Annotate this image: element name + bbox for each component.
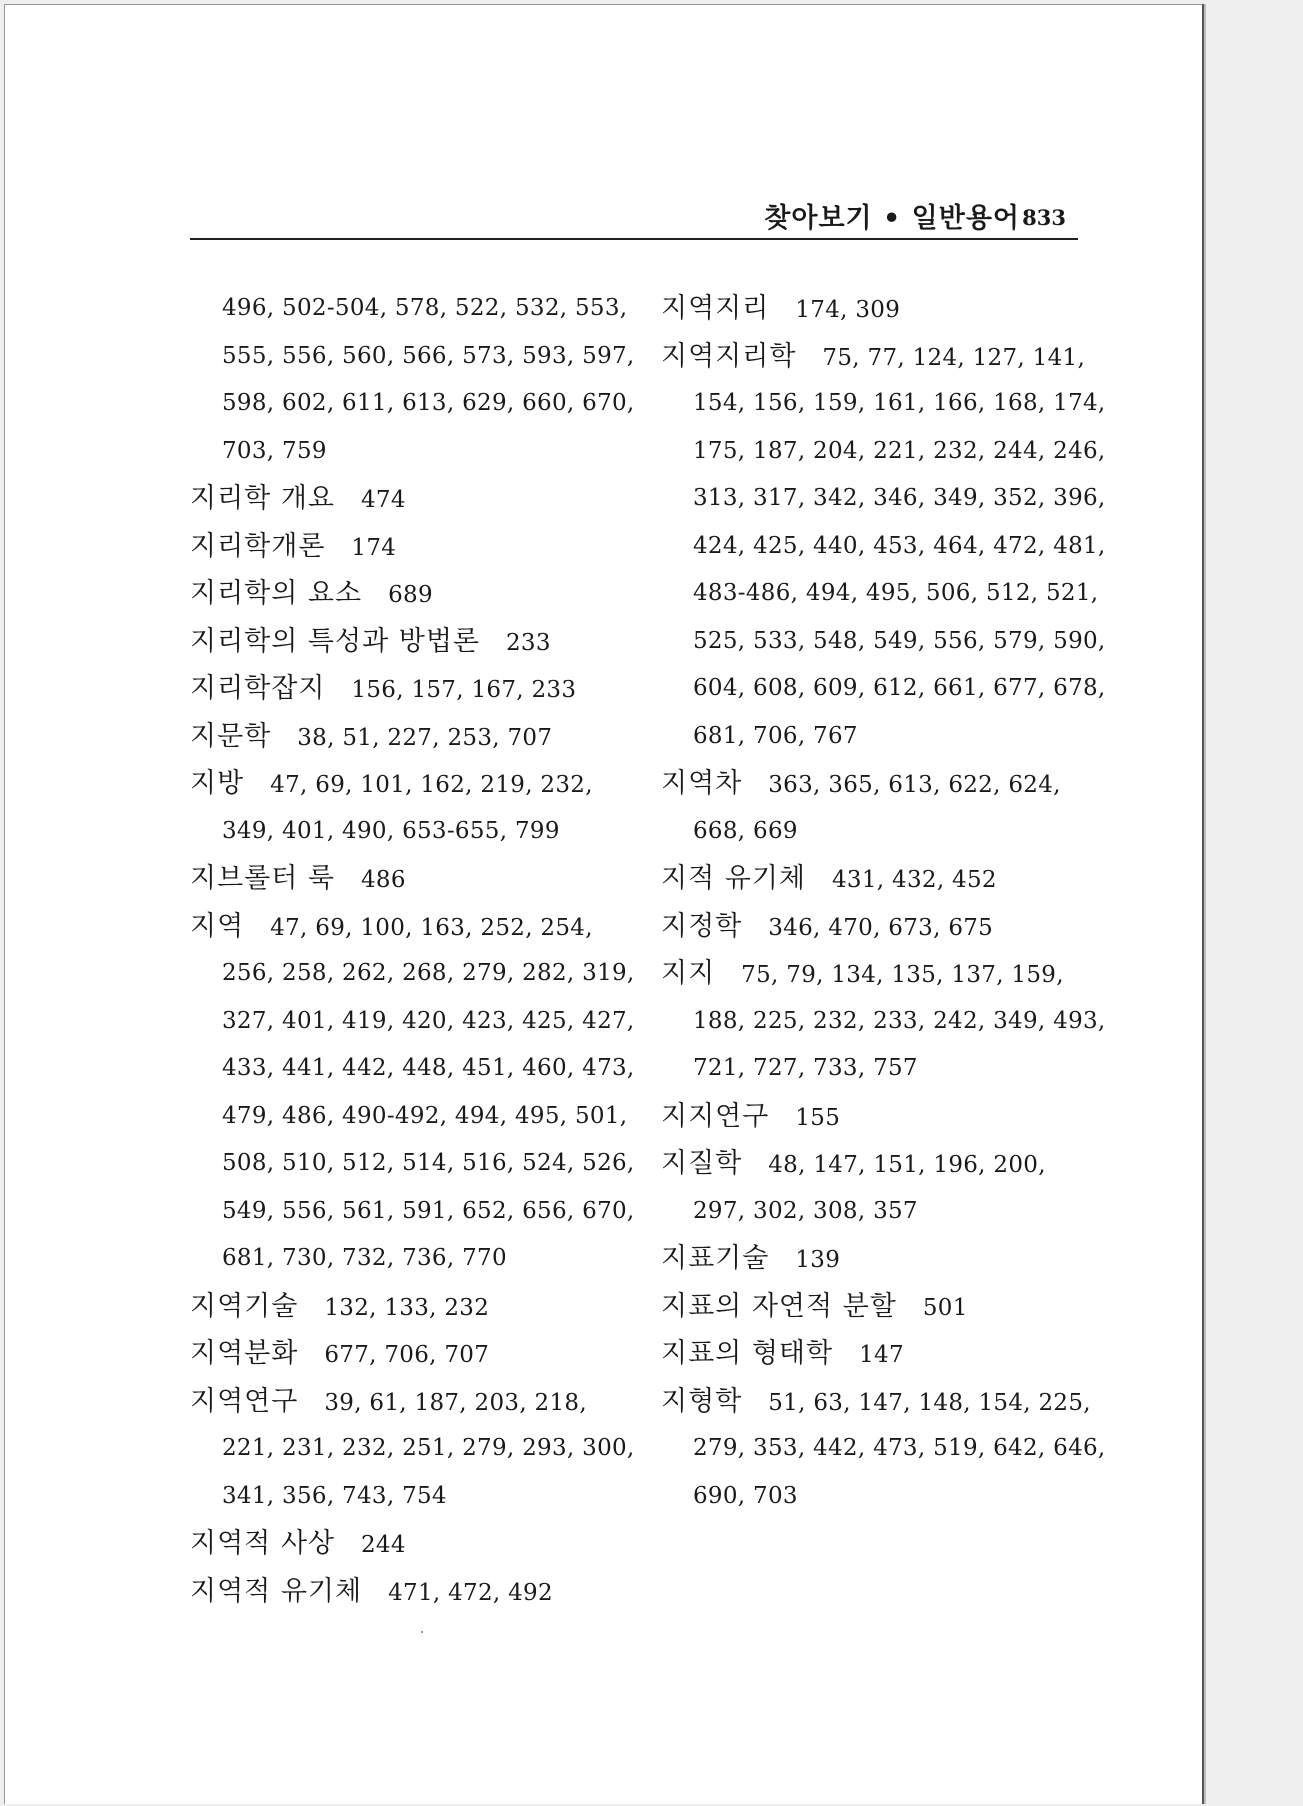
- index-page-refs: 555, 556, 560, 566, 573, 593, 597,: [222, 342, 635, 369]
- index-entry: [661, 950, 1101, 998]
- index-page-refs: 297, 302, 308, 357: [693, 1197, 918, 1224]
- index-page-refs: 174: [351, 534, 397, 561]
- index-entry-continuation: [661, 428, 1106, 476]
- index-term: 지역적 사상: [190, 1528, 335, 1559]
- index-page-refs: 341, 356, 743, 754: [222, 1482, 447, 1509]
- index-entry: [661, 1140, 1101, 1188]
- index-page-refs: 431, 432, 452: [832, 867, 997, 893]
- index-term: 지리학개론: [190, 530, 326, 562]
- index-entry: [190, 665, 630, 713]
- index-term: 지문학: [190, 720, 272, 752]
- index-page-refs: 313, 317, 342, 346, 349, 352, 396,: [693, 485, 1106, 511]
- index-page-refs: 233: [506, 629, 551, 656]
- index-entry-continuation: [661, 713, 1101, 761]
- index-entry: [190, 475, 630, 523]
- index-page-refs: 549, 556, 561, 591, 652, 656, 670,: [222, 1197, 635, 1224]
- index-page-refs: 327, 401, 419, 420, 423, 425, 427,: [222, 1007, 635, 1034]
- index-entry: [661, 903, 1101, 951]
- index-entry-continuation: [190, 1235, 630, 1283]
- header-title: 찾아보기 • 일반용어: [764, 203, 1020, 234]
- index-term: 지리학잡지: [190, 673, 326, 704]
- index-entry: [190, 1330, 630, 1378]
- index-term: 지리학의 요소: [190, 578, 363, 609]
- index-page-refs: 479, 486, 490-492, 494, 495, 501,: [222, 1102, 628, 1129]
- index-term: 지리학 개요: [190, 483, 335, 514]
- index-page-refs: 604, 608, 609, 612, 661, 677, 678,: [693, 675, 1106, 701]
- index-entry-continuation: [190, 1045, 635, 1093]
- index-page-refs: 75, 79, 134, 135, 137, 159,: [741, 962, 1064, 988]
- index-page-refs: 496, 502-504, 578, 522, 532, 553,: [222, 295, 628, 321]
- index-term: 지역차: [661, 768, 743, 799]
- index-page-refs: 147: [859, 1342, 904, 1368]
- index-term: 지방: [190, 768, 245, 799]
- index-entry-continuation: [661, 523, 1106, 571]
- index-entry-continuation: [661, 618, 1106, 666]
- index-column-right: [661, 285, 1106, 1520]
- index-entry-continuation: [661, 1188, 1101, 1236]
- index-term: 지역분화: [190, 1338, 299, 1369]
- index-term: 지역연구: [190, 1385, 299, 1417]
- index-entry: [190, 570, 630, 618]
- index-page-refs: 346, 470, 673, 675: [768, 914, 994, 941]
- index-page-refs: 38, 51, 227, 253, 707: [297, 724, 553, 751]
- index-term: 지역지리학: [661, 340, 797, 372]
- index-page-refs: 256, 258, 262, 268, 279, 282, 319,: [222, 960, 635, 986]
- running-header: [190, 200, 1078, 240]
- index-page-refs: 424, 425, 440, 453, 464, 472, 481,: [693, 532, 1106, 559]
- index-entry-continuation: [661, 475, 1106, 523]
- print-speck: [421, 1631, 423, 1633]
- index-entry: [661, 760, 1101, 808]
- index-page-refs: 508, 510, 512, 514, 516, 524, 526,: [222, 1150, 635, 1176]
- index-entry: [661, 285, 1101, 333]
- index-term: 지역기술: [190, 1290, 299, 1322]
- index-entry-continuation: [661, 380, 1106, 428]
- index-entry-continuation: [190, 428, 630, 476]
- index-page-refs: 47, 69, 100, 163, 252, 254,: [270, 914, 593, 941]
- index-entry-continuation: [190, 285, 630, 333]
- index-page-refs: 525, 533, 548, 549, 556, 579, 590,: [693, 627, 1106, 654]
- index-page-refs: 175, 187, 204, 221, 232, 244, 246,: [693, 437, 1106, 464]
- index-page-refs: 486: [361, 867, 406, 893]
- index-page-refs: 139: [795, 1247, 841, 1273]
- index-entry-continuation: [190, 380, 635, 428]
- index-page-refs: 349, 401, 490, 653-655, 799: [222, 817, 560, 844]
- index-page-refs: 433, 441, 442, 448, 451, 460, 473,: [222, 1055, 635, 1081]
- index-page-refs: 598, 602, 611, 613, 629, 660, 670,: [222, 390, 635, 416]
- index-term: 지역적 유기체: [190, 1575, 363, 1607]
- index-entry-continuation: [661, 808, 1101, 856]
- index-term: 지표기술: [661, 1243, 770, 1274]
- index-entry-continuation: [190, 1140, 635, 1188]
- index-page-refs: 690, 703: [693, 1482, 798, 1509]
- index-entry: [190, 855, 630, 903]
- index-term: 지질학: [661, 1148, 743, 1179]
- index-entry: [190, 523, 630, 571]
- index-page-refs: 501: [922, 1294, 968, 1321]
- index-entry-continuation: [190, 950, 635, 998]
- index-entry: [661, 1093, 1101, 1141]
- index-entry-continuation: [190, 998, 635, 1046]
- index-page-refs: 132, 133, 232: [324, 1294, 490, 1321]
- index-entry: [190, 1520, 630, 1568]
- index-entry: [661, 1235, 1101, 1283]
- index-page-refs: 668, 669: [693, 817, 798, 844]
- index-entry-continuation: [190, 808, 630, 856]
- index-entry: [190, 1283, 630, 1331]
- index-entry: [661, 1283, 1101, 1331]
- index-page-refs: 51, 63, 147, 148, 154, 225,: [768, 1389, 1091, 1416]
- index-page-refs: 689: [388, 582, 433, 608]
- index-entry: [661, 1330, 1101, 1378]
- index-entry: [661, 333, 1101, 381]
- index-page-refs: 48, 147, 151, 196, 200,: [768, 1152, 1046, 1178]
- index-term: 지리학의 특성과 방법론: [190, 625, 480, 657]
- index-entry: [190, 903, 630, 951]
- index-entry-continuation: [190, 1425, 635, 1473]
- index-entry-continuation: [661, 665, 1106, 713]
- index-term: 지적 유기체: [661, 863, 806, 894]
- index-page-refs: 154, 156, 159, 161, 166, 168, 174,: [693, 390, 1106, 416]
- index-term: 지형학: [661, 1385, 743, 1417]
- index-page-refs: 174, 309: [795, 297, 901, 323]
- index-entry-continuation: [661, 1425, 1106, 1473]
- index-page-refs: 363, 365, 613, 622, 624,: [768, 772, 1061, 798]
- index-page-refs: 677, 706, 707: [324, 1342, 490, 1368]
- index-term: 지역지리: [661, 293, 770, 324]
- index-page-refs: 474: [361, 487, 406, 513]
- index-entry: [190, 618, 630, 666]
- index-entry-continuation: [190, 1188, 635, 1236]
- index-page-refs: 75, 77, 124, 127, 141,: [822, 344, 1086, 371]
- index-entry: [190, 713, 630, 761]
- book-page: [4, 4, 1202, 1804]
- index-page-refs: 47, 69, 101, 162, 219, 232,: [270, 772, 593, 798]
- index-page-refs: 721, 727, 733, 757: [693, 1055, 918, 1081]
- index-entry-continuation: [190, 333, 635, 381]
- index-page-refs: 221, 231, 232, 251, 279, 293, 300,: [222, 1435, 635, 1461]
- index-entry: [190, 1568, 630, 1616]
- index-page-refs: 703, 759: [222, 437, 327, 464]
- index-page-refs: 681, 730, 732, 736, 770: [222, 1245, 507, 1271]
- index-entry: [190, 760, 630, 808]
- page-number: 833: [1022, 205, 1066, 230]
- index-term: 지표의 자연적 분할: [661, 1290, 897, 1322]
- index-term: 지표의 형태학: [661, 1338, 834, 1369]
- index-entry-continuation: [661, 570, 1101, 618]
- index-entry-continuation: [661, 998, 1106, 1046]
- index-term: 지지연구: [661, 1100, 770, 1132]
- index-entry: [661, 1378, 1101, 1426]
- index-term: 지브롤터 룩: [190, 863, 335, 894]
- index-entry: [661, 855, 1101, 903]
- index-entry-continuation: [661, 1473, 1101, 1521]
- index-page-refs: 244: [361, 1532, 406, 1558]
- index-page-refs: 483-486, 494, 495, 506, 512, 521,: [693, 580, 1099, 606]
- index-term: 지역: [190, 910, 245, 942]
- index-page-refs: 471, 472, 492: [388, 1579, 553, 1606]
- index-entry-continuation: [190, 1093, 630, 1141]
- index-page-refs: 155: [795, 1104, 841, 1131]
- index-page-refs: 279, 353, 442, 473, 519, 642, 646,: [693, 1435, 1106, 1461]
- index-term: 지정학: [661, 910, 743, 942]
- index-page-refs: 156, 157, 167, 233: [351, 677, 577, 703]
- index-page-refs: 39, 61, 187, 203, 218,: [324, 1389, 587, 1416]
- index-entry-continuation: [190, 1473, 630, 1521]
- index-term: 지지: [661, 958, 716, 989]
- index-page-refs: 681, 706, 767: [693, 722, 858, 749]
- index-page-refs: 188, 225, 232, 233, 242, 349, 493,: [693, 1007, 1106, 1034]
- index-entry: [190, 1378, 630, 1426]
- index-column-left: [190, 285, 635, 1615]
- index-entry-continuation: [661, 1045, 1101, 1093]
